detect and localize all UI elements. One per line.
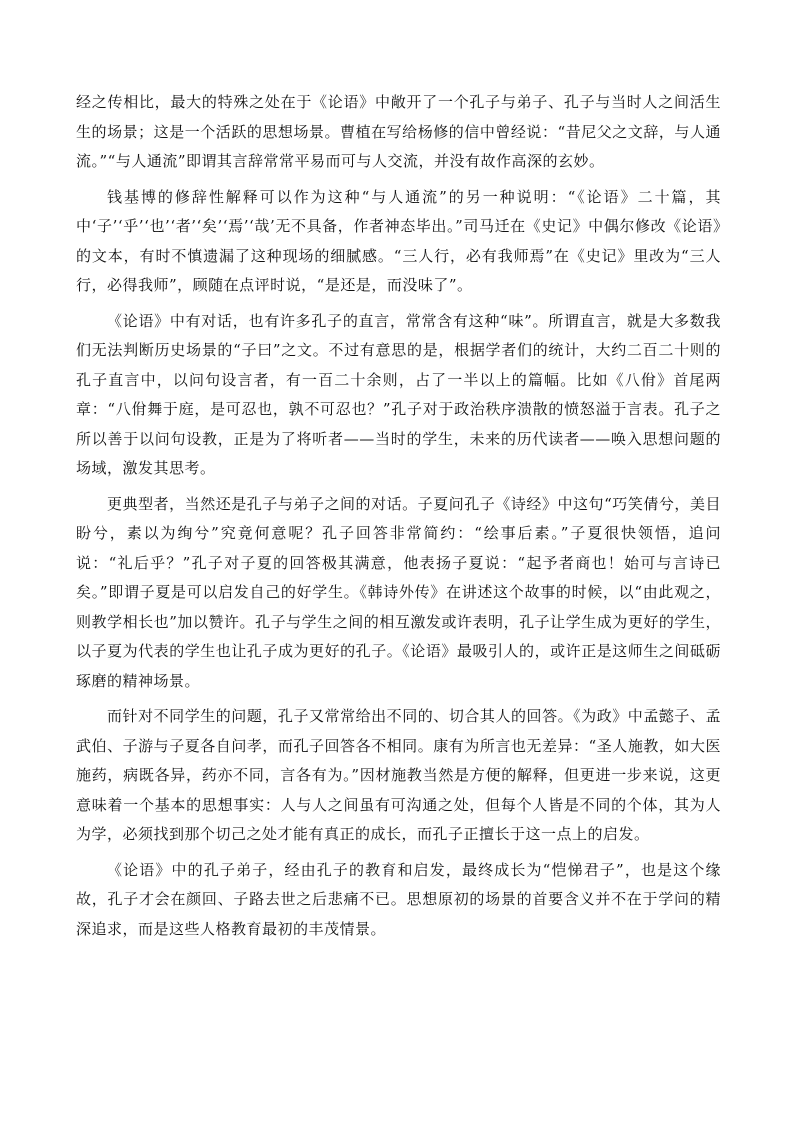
paragraph-6: 《论语》中的孔子弟子，经由孔子的教育和启发，最终成长为“恺悌君子”，也是这个缘故，孔子才会在颜回、子路去世之后悲痛不已。思想原初的场景的首要含义并不在于学问的精深追求，而是这些人格教育最初的丰茂情景。 xyxy=(76,860,721,938)
paragraph-5: 而针对不同学生的问题，孔子又常常给出不同的、切合其人的回答。《为政》中孟懿子、孟武伯、子游与子夏各自问孝，而孔子回答各不相同。康有为所言也无差异：“圣人施教，如大医施药，病既各异，药亦不同，言各有为。”因材施教当然是方便的解释，但更进一步来说，这更意味着一个基本的思想事实：人与人之间虽有可沟通之处，但每个人皆是不同的个体，其为人为学，必须找到那个切己之处才能有真正的成长，而孔子正擅长于这一点上的启发。 xyxy=(76,707,721,843)
paragraph-3: 《论语》中有对话，也有许多孔子的直言，常常含有这种“味”。所谓直言，就是大多数我们无法判断历史场景的“子曰”之文。不过有意思的是，根据学者们的统计，大约二百二十则的孔子直言中，以问句设言者，有一百二十余则，占了一半以上的篇幅。比如《八佾》首尾两章：“八佾舞于庭，是可忍也，孰不可忍也？”孔子对于政治秩序溃散的愤怒溢于言表。孔子之所以善于以问句设教，正是为了将听者——当时的学生，未来的历代读者——唤入思想问题的场域，激发其思考。 xyxy=(76,311,721,477)
paragraph-1: 经之传相比，最大的特殊之处在于《论语》中敞开了一个孔子与弟子、孔子与当时人之间活生生的场景；这是一个活跃的思想场景。曹植在写给杨修的信中曾经说：“昔尼父之文辞，与人通流。”“与人通流”即谓其言辞常常平易而可与人交流，并没有故作高深的玄妙。 xyxy=(76,93,721,170)
document-page xyxy=(76,88,721,950)
paragraph-4: 更典型者，当然还是孔子与弟子之间的对话。子夏问孔子《诗经》中这句“巧笑倩兮，美目盼兮，素以为绚兮”究竟何意呢？孔子回答非常简约：“绘事后素。”子夏很快领悟，追问说：“礼后乎？”孔子对子夏的回答极其满意，他表扬子夏说：“起予者商也！始可与言诗已矣。”即谓子夏是可以启发自己的好学生。《韩诗外传》在讲述这个故事的时候，以“由此观之，则教学相长也”加以赞许。孔子与学生之间的相互激发或许表明，孔子让学生成为更好的学生，以子夏为代表的学生也让孔子成为更好的孔子。《论语》最吸引人的，或许正是这师生之间砥砺琢磨的精神场景。 xyxy=(76,494,721,690)
paragraph-2: 钱基博的修辞性解释可以作为这种“与人通流”的另一种说明：“《论语》二十篇，其中‘子’‘乎’‘也’‘者’‘矣’‘焉’‘哉’无不具备，作者神态毕出。”司马迁在《史记》中偶尔修改《论语》的文本，有时不慎遗漏了这种现场的细腻感。“三人行，必有我师焉”在《史记》里改为“三人行，必得我师”，顾随在点评时说，“是还是，而没味了”。 xyxy=(76,187,721,294)
